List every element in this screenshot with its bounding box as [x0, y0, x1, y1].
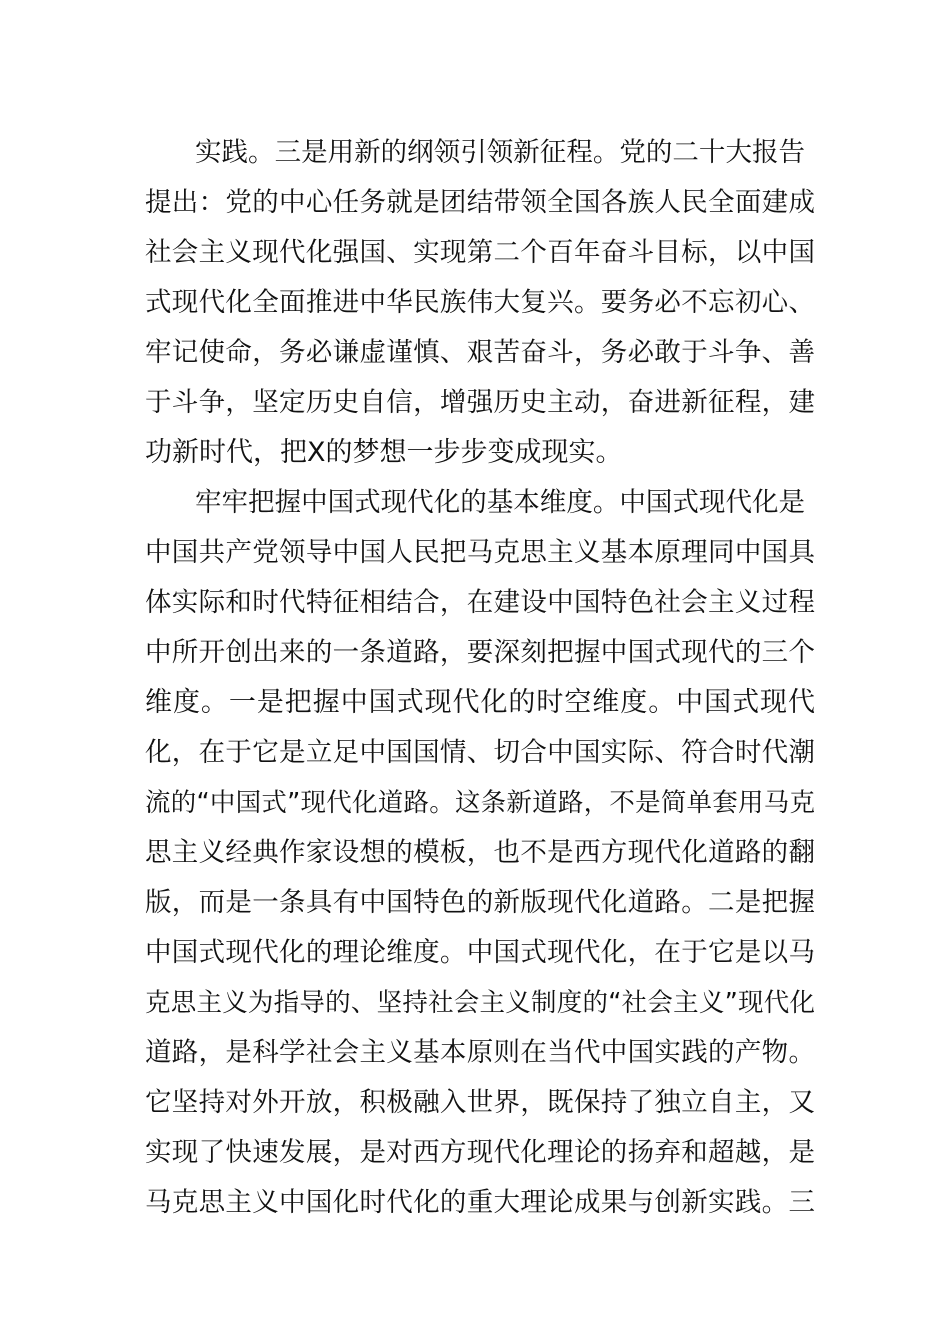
- paragraph-1-line-6: 于斗争，坚定历史自信，增强历史主动，奋进新征程，建: [145, 387, 815, 418]
- paragraph-2-line-1: 牢牢把握中国式现代化的基本维度。中国式现代化是: [195, 487, 805, 518]
- paragraph-1-line-4: 式现代化全面推进中华民族伟大复兴。要务必不忘初心、: [145, 287, 815, 318]
- paragraph-1-line-7: 功新时代，把X的梦想一步步变成现实。: [145, 437, 623, 468]
- paragraph-2-line-3: 体实际和时代特征相结合，在建设中国特色社会主义过程: [145, 587, 815, 618]
- paragraph-2-line-6: 化，在于它是立足中国国情、切合中国实际、符合时代潮: [145, 737, 815, 768]
- paragraph-2-line-11: 克思主义为指导的、坚持社会主义制度的“社会主义”现代化: [145, 988, 815, 1018]
- paragraph-2-line-4: 中所开创出来的一条道路，要深刻把握中国式现代的三个: [145, 637, 815, 668]
- paragraph-1-line-2: 提出：党的中心任务就是团结带领全国各族人民全面建成: [145, 187, 815, 218]
- paragraph-2-line-8: 思主义经典作家设想的模板，也不是西方现代化道路的翻: [145, 837, 815, 868]
- paragraph-2-line-14: 实现了快速发展，是对西方现代化理论的扬弃和超越，是: [145, 1137, 815, 1168]
- paragraph-2-line-12: 道路，是科学社会主义基本原则在当代中国实践的产物。: [145, 1037, 815, 1068]
- paragraph-2-line-15: 马克思主义中国化时代化的重大理论成果与创新实践。三: [145, 1187, 815, 1218]
- paragraph-2-line-10: 中国式现代化的理论维度。中国式现代化，在于它是以马: [145, 937, 815, 968]
- paragraph-1-line-1: 实践。三是用新的纲领引领新征程。党的二十大报告: [195, 137, 805, 168]
- paragraph-2-line-5: 维度。一是把握中国式现代化的时空维度。中国式现代: [145, 687, 815, 718]
- paragraph-2-line-2: 中国共产党领导中国人民把马克思主义基本原理同中国具: [145, 537, 815, 568]
- paragraph-2-line-7: 流的“中国式”现代化道路。这条新道路，不是简单套用马克: [145, 788, 815, 818]
- paragraph-1-line-3: 社会主义现代化强国、实现第二个百年奋斗目标，以中国: [145, 237, 815, 268]
- paragraph-2-line-13: 它坚持对外开放，积极融入世界，既保持了独立自主，又: [145, 1087, 815, 1118]
- paragraph-1-line-5: 牢记使命，务必谦虚谨慎、艰苦奋斗，务必敢于斗争、善: [145, 337, 815, 368]
- paragraph-2-line-9: 版，而是一条具有中国特色的新版现代化道路。二是把握: [145, 887, 815, 918]
